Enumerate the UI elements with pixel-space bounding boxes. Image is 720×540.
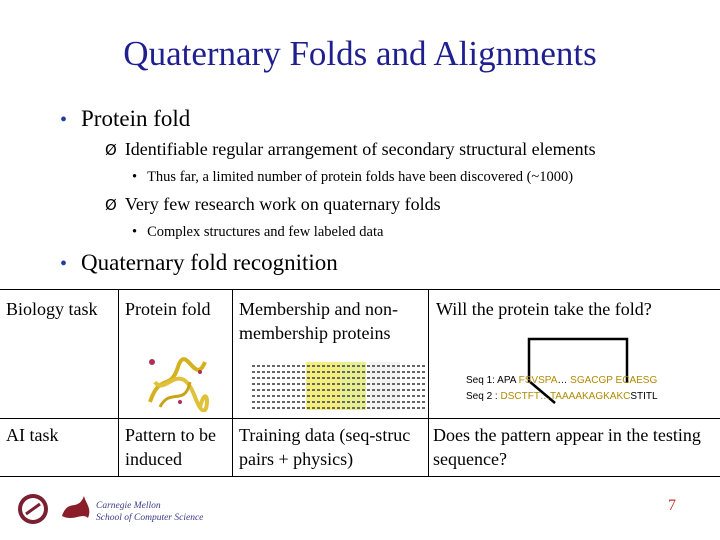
sub-bullet-few-research: Ø Very few research work on quaternary folds bbox=[105, 194, 441, 214]
arrow-bullet-icon: Ø bbox=[105, 196, 117, 214]
dragon-logo bbox=[58, 490, 94, 524]
bullet-protein-fold: • Protein fold bbox=[60, 106, 191, 131]
bullet-dot: • bbox=[60, 109, 68, 131]
table-row-divider bbox=[0, 418, 720, 419]
protein-structure-image bbox=[140, 352, 216, 412]
table-col-divider bbox=[118, 289, 119, 476]
sub-bullet-identifiable: Ø Identifiable regular arrangement of secondary structural elements bbox=[105, 139, 596, 159]
cell-protein-fold: Protein fold bbox=[125, 299, 211, 319]
table-col-divider bbox=[232, 289, 233, 476]
sequence-1: Seq 1: APA FSVSPA… SGACGP ECAESG bbox=[466, 375, 658, 386]
subsub-bullet-complex: • Complex structures and few labeled data bbox=[132, 224, 384, 240]
table-bottom-border bbox=[0, 476, 720, 477]
subsub-bullet-limited: • Thus far, a limited number of protein folds have been discovered (~1000) bbox=[132, 169, 574, 185]
cell-training-data: Training data (seq-struc pairs + physics) bbox=[239, 425, 411, 469]
page-number: 7 bbox=[668, 497, 676, 514]
cmu-footer-text: Carnegie Mellon School of Computer Science bbox=[96, 501, 204, 523]
bullet-quaternary-recognition: • Quaternary fold recognition bbox=[60, 250, 338, 275]
cell-does-pattern: Does the pattern appear in the testing sequence? bbox=[433, 425, 701, 469]
arrow-bullet-icon: Ø bbox=[105, 141, 117, 159]
slide-title: Quaternary Folds and Alignments bbox=[123, 34, 597, 73]
sequence-2: Seq 2 : DSCTFT…TAAAAKAGKAKCSTITL bbox=[466, 391, 658, 402]
cell-pattern: Pattern to be induced bbox=[125, 425, 216, 469]
cell-ai-task: AI task bbox=[6, 425, 59, 445]
cell-membership: Membership and non-membership proteins bbox=[239, 299, 398, 343]
cell-biology-task: Biology task bbox=[6, 299, 98, 319]
lti-logo bbox=[16, 492, 50, 526]
table-top-border bbox=[0, 289, 720, 290]
bullet-dot: • bbox=[60, 253, 68, 275]
cell-will-protein: Will the protein take the fold? bbox=[436, 299, 652, 319]
alignment-image bbox=[250, 358, 430, 414]
